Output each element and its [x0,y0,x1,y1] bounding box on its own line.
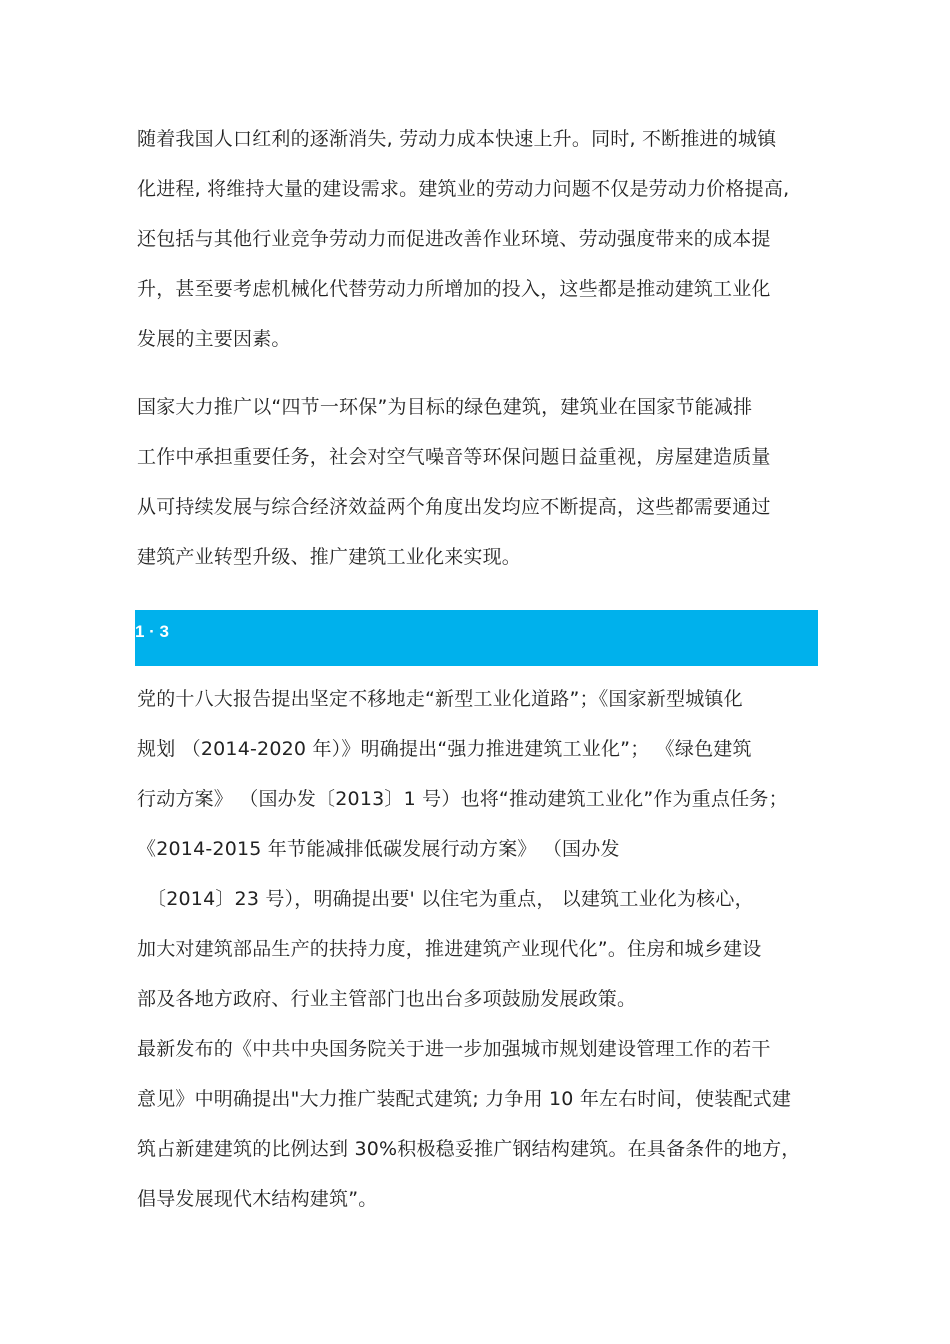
text-line: 〔2014〕23 号），明确提出要' 以住宅为重点， 以建筑工业化为核心， [147,888,754,910]
text-line: 随着我国人口红利的逐渐消失, 劳动力成本快速上升。同时, 不断推进的城镇 [137,128,777,150]
section-header-bar [135,610,818,666]
text-line: 国家大力推广以“四节一环保”为目标的绿色建筑，建筑业在国家节能减排 [137,396,753,418]
text-line: 《2014-2015 年节能减排低碳发展行动方案》 （国办发 [137,838,620,860]
text-line: 升，甚至要考虑机械化代替劳动力所增加的投入，这些都是推动建筑工业化 [137,278,771,300]
text-line: 化进程, 将维持大量的建设需求。建筑业的劳动力问题不仅是劳动力价格提高, [137,178,790,200]
text-line: 行动方案》 （国办发〔2013〕1 号）也将“推动建筑工业化”作为重点任务； [137,788,788,810]
text-line: 发展的主要因素。 [137,328,291,350]
text-line: 部及各地方政府、行业主管部门也出台多项鼓励发展政策。 [137,988,637,1010]
text-line: 意见》中明确提出"大力推广装配式建筑; 力争用 10 年左右时间，使装配式建 [137,1088,792,1110]
text-line: 加大对建筑部品生产的扶持力度，推进建筑产业现代化”。住房和城乡建设 [137,938,762,960]
text-line: 筑占新建建筑的比例达到 30%积极稳妥推广钢结构建筑。在具备条件的地方， [137,1138,801,1160]
text-line: 倡导发展现代木结构建筑”。 [137,1188,378,1210]
text-line: 还包括与其他行业竞争劳动力而促进改善作业环境、劳动强度带来的成本提 [137,228,771,250]
text-line: 从可持续发展与综合经济效益两个角度出发均应不断提高，这些都需要通过 [137,496,771,518]
text-line: 建筑产业转型升级、推广建筑工业化来实现。 [137,546,522,568]
text-line: 规划 （2014-2020 年）》明确提出“强力推进建筑工业化”； 《绿色建筑 [137,738,752,760]
section-number: 1 · 3 [135,622,170,641]
text-line: 党的十八大报告提出坚定不移地走“新型工业化道路”；《国家新型城镇化 [137,688,743,710]
text-line: 最新发布的《中共中央国务院关于进一步加强城市规划建设管理工作的若干 [137,1038,771,1060]
text-line: 工作中承担重要任务，社会对空气噪音等环保问题日益重视，房屋建造质量 [137,446,771,468]
